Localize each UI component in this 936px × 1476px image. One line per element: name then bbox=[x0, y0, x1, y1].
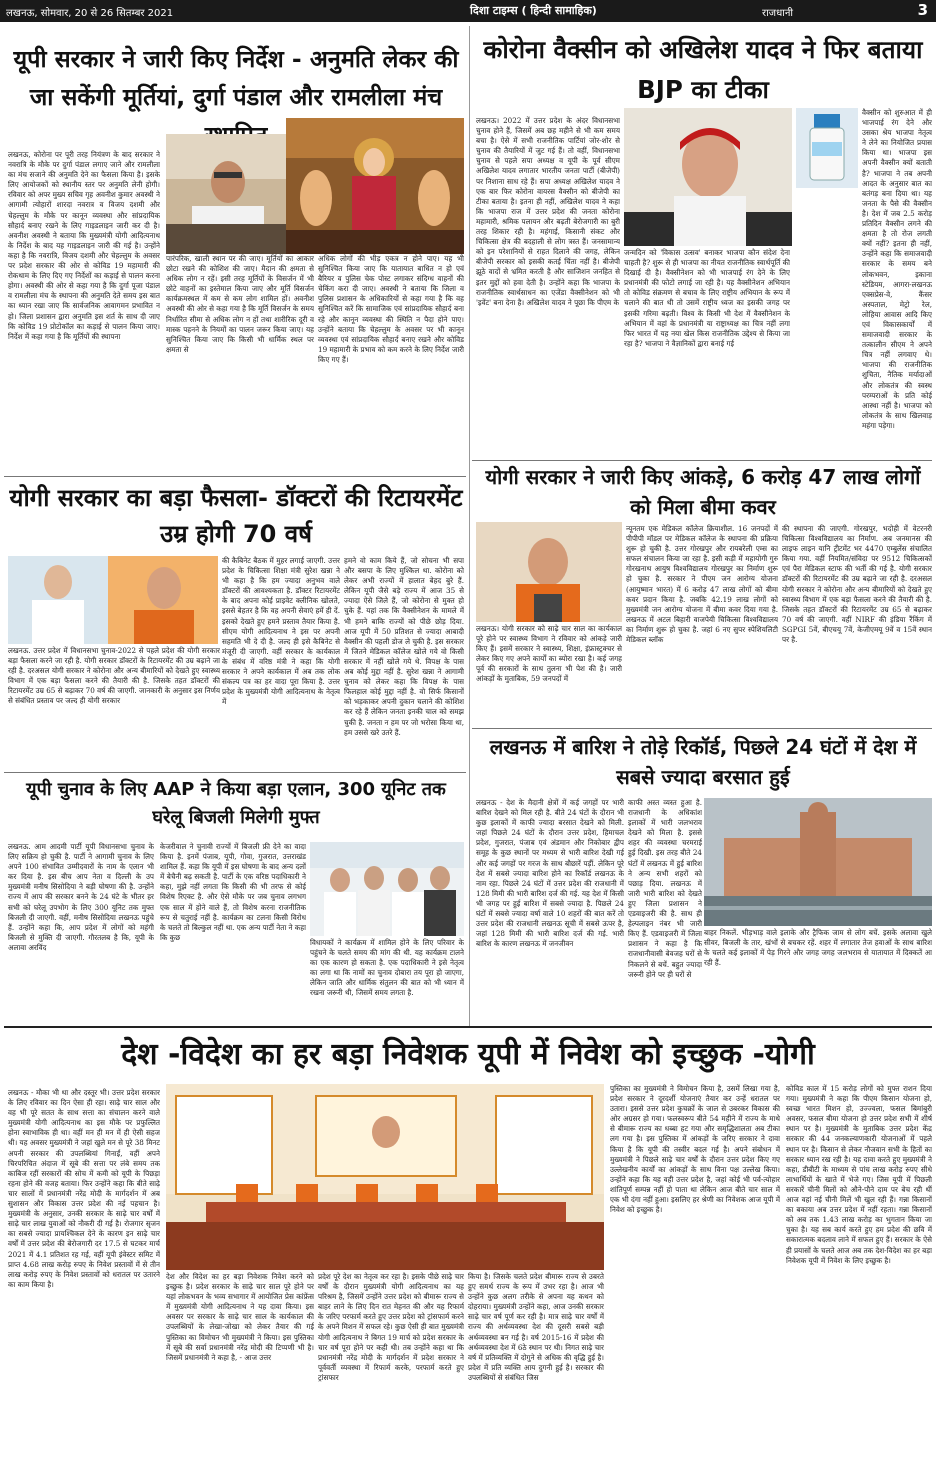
photo-rain-building-image bbox=[704, 798, 932, 926]
column-divider bbox=[469, 26, 470, 1026]
article-doctors-col2: की कैबिनेट बैठक में मुहर लगाई जाएगी. उत्तर प्रदेश के चिकित्सा शिक्षा मंत्री सुरेश खन्ना ने भी कहा है कि हम ज्यादा अनुभव वाले डॉक्टरों की आवश्यकता है. डॉक्टर रिटायरमेंट के बाद अपना कोई प्राइवेट क्लीनिक खोलते, इससे बेहतर है कि वह अपनी सेवाएं हमें ही दें. इसको देखते हुए हमने प्रस्ताव तैयार किया है. सीएम योगी आदित्यनाथ ने इस पर अपनी सहमति भी दे दी है. जल्द ही इसे कैबिनेट से मंजूरी दी जाएगी. वहीं सरकार के कार्यकाल के संबंध में वरिष्ठ मंत्री ने कहा कि योगी सरकार ने अपने कार्यकाल में अब तक लोक संकल्प पत्र का हर वादा पूरा किया है. उत्तर प्रदेश के मुख्यमंत्री योगी आदित्यनाथ के नेतृत्व में bbox=[222, 556, 340, 707]
article-invest-col2: देश और विदेश का हर बड़ा निवेशक निवेश करने को इच्छुक है। प्रदेश सरकार के साढ़े चार साल पूरे होने पर यहां लोकभवन के भव्य सभागार में आयोजित प्रेस कांफ्रेंस में मुख्यमंत्री योगी आदित्यनाथ ने यह दावा किया। इस अवसर पर सरकार के साढ़े चार साल के कार्यकाल की उपलब्धियों के लेखा-जोखा को लेकर तैयार की गई पुस्तिका का विमोचन भी मुख्यमंत्री ने किया। इस पुस्तिका में सूबे की सर्वा प्रधानमंत्री नरेंद्र मोदी की टिप्पणी भी है। जिसमें प्रधानमंत्री ने कहा है, - आज उत्तर bbox=[166, 1272, 314, 1362]
photo-doctor-and-yogi bbox=[8, 556, 218, 644]
photo-aap-leaders bbox=[310, 842, 464, 936]
article-aap-col1: लखनऊ. आम आदमी पार्टी यूपी विधानसभा चुनाव के लिए सक्रिय हो चुकी है. पार्टी ने आगामी चुनाव के लिए अपने 100 संभावित उम्मीदवारों के नाम के एलान भी कर दिया है. इस बीच आप नेता व दिल्ली के उप मुख्यमंत्री मनीष सिसोदिया ने बड़ी घोषणा की है. उन्होंने राज्य में आप की सरकार बनने के 24 घंटे के भीतर हर सभी को घरेलू उपभोग के लिए 300 यूनिट तक मुफ्त बिजली दी जाएगी. वहीं, मनीष सिसोदिया लखनऊ पहुंचे हैं. उन्होंने कहा कि, आप प्रदेश में लोगों को महंगी बिजली से मुक्ति दी जाएगी. गौरतलब है कि, यूपी के अलावा अरविंद bbox=[8, 842, 154, 952]
photo-vaccine-vial-image bbox=[796, 108, 858, 188]
headline-akhilesh-vaccine: कोरोना वैक्सीन को अखिलेश यादव ने फिर बताया BJP का टीका bbox=[483, 35, 923, 104]
article-durga-col3: अधिक लोगों की भीड़ एकत्र न होने पाए। यह भी सुनिश्चित किया जाए कि यातायात बाधित न हो एवं बैरियर व पुलिस चेक पोस्ट लगाकर संदिग्ध वाहनों की चेकिंग करा दी जाए। अवस्थी ने बताया कि जिला व पुलिस प्रशासन के अधिकारियों से कहा गया है कि वह सुनिश्चित करें कि सामाजिक एवं सांप्रदायिक सौहार्द बना रहे और कानून व्यवस्था की स्थिति न पैदा होने पाए। उन्होंने बताया कि चेहल्लुम के अवसर पर भी कानून व्यवस्था एवं सांप्रदायिक सौहार्द बनाए रखने और कोविड 19 महामारी के प्रभाव को कम करने के लिए निर्देश जारी किए गए हैं। bbox=[318, 254, 464, 364]
article-aap-col2: केजरीवाल ने चुनावी राज्यों में बिजली फ्री देने का वादा किया है. इनमें पंजाब, यूपी, गोवा, गुजरात, उत्तराखंड शामिल हैं. कहा कि यूपी में इस घोषणा के बाद अन्य दलों में बेचैनी बढ़ सकती है. पार्टी के एक वरिष्ठ पदाधिकारी ने कहा, मुझे नहीं लगता कि किसी की भी तरफ से कोई विशेष रिएक्ट है. और ऐसे मौके पर जब चुनाव लगभग एक साल में होने वाले हैं, तो विशेष करना राजनीतिक रूप से चतुराई नहीं है. कार्यक्रम का टलना किसी विरोध के चलते तो बिल्कुल नहीं था. एक अन्य पार्टी नेता ने कहा कि कुछ bbox=[160, 842, 306, 942]
article-invest-col5: पुस्तिका का मुख्यमंत्री ने विमोचन किया है, उसमें लिखा गया है, प्रदेश सरकार ने दूरदर्शी योजनाएं तैयार कर उन्हें धरातल पर उतारा। इससे उत्तर प्रदेश कुचक्रों के जाल से उबरकर विकास की ओर अग्रसर हो गया। फलस्वरूप बीते 54 महीने में राज्य के माथे से बीमारू राज्य का धब्बा हट गया और समृद्धिशालता अब टीका लग गया है। इस पुस्तिका में आंकड़ों के जरिए सरकार ने दावा किया है कि यूपी की तस्वीर बदल गई है। अपने संबोधन में मुख्यमंत्री ने पिछले साढ़े चार वर्षों के दौरान उत्तर प्रदेश किए गए उल्लेखनीय कार्यों का आंकड़ों के साथ विना पक्ष उल्लेख किया। उन्होंने कहा कि यह वही उत्तर प्रदेश है, जहां कोई भी पर्व-त्योहार शांतिपूर्ण सम्पन्न नहीं हो पाता था लेकिन आज बीते चार साल में एक भी दंगा नहीं हुआ। इसलिए हर श्रेणी का निवेशक आज यूपी में निवेश को इच्छुक है। bbox=[610, 1084, 780, 1215]
article-doctors-col3: हमने वो काम किये हैं, जो सोचना भी सपा और बसपा के लिए मुश्किल था. कोरोना को लेकर अभी राज्यों में हालात बेहद बुरे हैं. लेकिन यूपी जैसे बड़े राज्य में आज 35 से ज्यादा ऐसे जिले हैं, जो कोरोना से मुक्त हो चुके हैं. यहां तक कि वैक्सीनेशन के मामले में भी हमने बाकि राज्यों को पीछे छोड़ दिया. आज यूपी में 50 प्रतिशत से ज्यादा आबादी वैक्सीन की पहली डोज ले चुकी है. इस सरकार में जितने मेडिकल कॉलेज खोले गये वो किसी सरकार में नहीं खोले गये थे. विपक्ष के पास अब कोई मुद्दा नहीं है. सुरेश खन्ना ने आगामी चुनाव को लेकर कहा कि विपक्ष के पास फिलहाल कोई मुद्दा नहीं है. वो सिर्फ किसानों को भड़काकर अपनी दुकान चलाने की कोशिश कर रहे हैं लेकिन जनता इनकी चाल को समझ चुकी है. जनता न हम पर जो भरोसा किया था, हम उससे खरे उतरे हैं. bbox=[344, 556, 464, 737]
header-section: राजधानी bbox=[762, 8, 793, 19]
photo-press-conference-image bbox=[166, 1084, 604, 1270]
photo-durga-idol bbox=[286, 118, 464, 254]
headline-insurance-cover: योगी सरकार ने जारी किए आंकड़े, 6 करोड़ 47 लाख लोगों को मिला बीमा कवर bbox=[485, 465, 921, 519]
headline-investment: देश -विदेश का हर बड़ा निवेशक यूपी में निवेश को इच्छुक -योगी bbox=[121, 1037, 815, 1072]
article-rain-col2: काफी अस्त व्यस्त हुआ है. राजधानी के अधिकांश इलाकों में भारी जलभराव देखने को मिला है. इससे शहर की व्यवस्था चरमराई हुई दिखी. इस तरह बीते 24 घंटों में लखनऊ में हुई बारिश ने अन्य सभी शहरों को पछाड़ दिया. लखनऊ में जारी भारी बारिश को देखते हुए जिला प्रशासन ने एडवाइजरी की है. साथ ही हेल्पलाइन नंबर भी जारी किए हैं. एडवाइजरी में जिला प्रशासन ने कहा है कि राजधानीवासी बेवजह घरों से निकलने से बचें. बहुत ज्यादा जरूरी होने पर ही घरों से bbox=[628, 798, 702, 979]
headline-aap-electricity: यूपी चुनाव के लिए AAP ने किया बड़ा एलान, 300 यूनिट तक घरेलू बिजली मिलेगी मुफ्त bbox=[26, 779, 446, 828]
section-divider bbox=[472, 728, 932, 729]
headline-doctors-retirement: योगी सरकार का बड़ा फैसला- डॉक्टरों की रिटायरमेंट उम्र होगी 70 वर्ष bbox=[9, 484, 463, 548]
article-doctors-col1: लखनऊ. उत्तर प्रदेश में विधानसभा चुनाव-2022 से पहले प्रदेश की योगी सरकार बड़ा फैसला करने जा रही है. योगी सरकार डॉक्टरों के रिटायरमेंट की उम्र बढ़ाने जा रही है. दरअसल योगी सरकार ने कोरोना और अन्य बीमारियों को देखते हुए स्वास्थ्य विभाग में एक बड़ा फैसला करने की तैयारी की है. जिसके तहत डॉक्टरों की रिटायरमेंट उम्र 65 से बढ़ाकर 70 वर्ष की जाएगी. जानकारी के अनुसार इस निर्णय से संबंधित प्रस्ताव पर जल्द ही योगी सरकार bbox=[8, 646, 220, 706]
article-akhilesh-col2: जन्मदिन को 'विकास उत्सव' बनाकर भाजपा कौन संदेश देना चाहती है? शुरू से ही भाजपा का नीयत राजनीतिक स्वार्थपूर्ति की दिखाई दी है। वैक्सीनेशन को भी भाजपाई रंग देने के लिए प्रधानमंत्री की फोटो लगाई जा रही है। यह वैक्सीनेशन अभियान तो कोविड संक्रमण से बचाव के लिए राष्ट्रीय अभियान के रूप में चलाने की बात थी तो उसमें राष्ट्रीय ध्वज का इसकी जगह पर इसकी गरिमा बढ़ती। विश्व के किसी भी देश में वैक्सीनेशन के अभियान में वहां के प्रधानमंत्री या राष्ट्राध्यक्ष का चित्र नहीं लगा फिर भारत में यह नया खेल किस राजनीतिक उद्देश्य से किया जा रहा है? भाजपा ने वैज्ञानिकों द्वारा बनाई गई bbox=[624, 248, 790, 348]
section-divider bbox=[4, 476, 466, 477]
insurance-photo-caption: लखनऊ। योगी सरकार को साढ़े चार साल का कार्यकाल पूरे होने पर स्वास्थ्य विभाग ने रविवार को आंकड़े जारी किए हैं। इसमें सरकार ने स्वास्थ्य, शिक्षा, इंफ्रास्ट्रक्चर से लेकर किए गए अपने कार्यों का ब्योरा रखा है। कई जगह पूर्व की सरकारों के साथ तुलना भी पेश की है। जारी आंकड़ों के मुताबिक, 59 जनपदों में bbox=[476, 624, 622, 683]
photo-yogi-speaking-image bbox=[476, 522, 622, 622]
section-divider bbox=[472, 460, 932, 461]
article-insurance-col2: की स्थापना की जाएगी. गोरखपुर, भदोही में वेटरनरी चिकित्सा विश्वविद्यालय का निर्माण. अब जनमानस की लाइफ लाइन यानि ट्रीटमेंट भर 4470 एम्बुलेंस संचालित किया गया. वहीं नियमित/संविदा पर 9512 चिकित्सकों एवं पैरा मेडिकल स्टाफ की भर्ती की गई है. योगी सरकार डॉक्टरों की रिटायरमेंट की उम्र बढ़ाने जा रही है. दरअसल योगी सरकार ने कोरोना और अन्य बीमारियों को देखते हुए स्वास्थ्य विभाग में एक बड़ा फैसला करने की तैयारी की है. जिसके तहत डॉक्टरों की रिटायरमेंट उम्र 65 से बढ़ाकर 70 वर्ष की जाएगी. वहीं NIRF की इंडिया रैंकिंग में SGPGI 5वें, बीएचयू 7वें, केजीएमयू 9वें व 15वें स्थान पर है. bbox=[782, 524, 932, 645]
article-durga-col1: लखनऊ, कोरोना पर पूरी तरह नियंत्रण के बाद सरकार ने नवरात्रि के मौके पर दुर्गा पंडाल लगाए जाने और रामलीला का मंच सजाने की अनुमति देने का फैसला किया है। इसके लिए आयोजकों को स्थानीय स्तर पर अनुमति लेनी होगी। रविवार को अपर मुख्य सचिव गृह अवनीश कुमार अवस्थी ने आगामी त्योहारों शारदा नवरात्र व विजय दशमी और चेहल्लुम के मौके पर कानून व्यवस्था और सांप्रदायिक सौहार्द बनाए रखने के लिए गाइडलाइन जारी कर दी है। अवनीश अवस्थी ने बताया कि मुख्यमंत्री योगी आदित्यनाथ के निर्देश के बाद यह गाइडलाइन जारी की गई है। उन्होंने कहा है कि नवरात्रि, विजय दशमी और चेहल्लुम के अवसर पर प्रदेश सरकार की ओर से कोविड 19 महामारी की रोकथाम के लिए दिए गए निर्देशों का कड़ाई से पालन करना होगा। अवस्थी की ओर से कहा गया है कि दुर्गा पूजा पंडाल व रामलीला मंच के स्थापना की अनुमति देते समय इस बात का ध्यान रखा जाए कि सार्वजनिक आवागमन प्रभावित न हो। जिला प्रशासन द्वारा अनुमति इस शर्त के साथ दी जाए कि कोविड 19 प्रोटोकॉल का कड़ाई से पालन किया जाए। निर्देश में कहा गया है कि मूर्तियों की स्थापना bbox=[8, 150, 160, 341]
section-divider bbox=[4, 1026, 932, 1028]
article-invest-col3: प्रदेश पूरे देश का नेतृत्व कर रहा है। इसके पीछे साढ़े चार वर्षों के दौरान मुख्यमंत्री योगी आदित्यनाथ का यह परिश्रम है, जिसमें उन्होंने उत्तर प्रदेश को बीमारू राज्य से बाहर लाने के लिए दिन रात मेहनत की और यह रिफार्म के जरिए परफार्म करते हुए उत्तर प्रदेश को ट्रांसफार्म करने के अपने मिशन में सफल रहे। कुछ ऐसी ही बात मुख्यमंत्री योगी आदित्यनाथ ने बिगत 19 मार्च को प्रदेश सरकार के चार वर्ष पूरा होने पर कही थी। तब उन्होंने कहा था कि प्रधानमंत्री नरेंद्र मोदी के मार्गदर्शन में प्रदेश सरकार ने पूर्ववर्ती व्यवस्था में रिफार्म करके, परफार्म करते हुए ट्रांसफार bbox=[318, 1272, 464, 1382]
header-date: लखनऊ, सोमवार, 20 से 26 सितम्बर 2021 bbox=[6, 8, 174, 19]
article-invest-col1: लखनऊ - मौका भी था और दस्तूर भी। उत्तर प्रदेश सरकार के लिए रविवार का दिन ऐसा ही रहा। साढ़े चार साल और वह भी पूरे सतत के साथ सत्ता का संचालन करने वाले मुख्यमंत्री योगी आदित्यनाथ का इस मौके पर प्रफुल्लित होना स्वाभाविक ही था। वहीं मन ही मन में ही ऐसी सहज थी। यह अवसर मुख्यमंत्री ने जहां खुले मन से पूरे 38 मिनट अपनी सरकार की उपलब्धियां गिनाईं, वहीं अपने चिरपरिचित अंदाज में सूबे की सत्ता पर लंबे समय तक काबिज रहीं सरकारों की सोच में कमी को यूपी के पिछड़ा रहना होने की वजह बताया। फिर उन्होंने कहा कि बीते साढ़े चार सालों में प्रधानमंत्री नरेंद्र मोदी के मार्गदर्शन में अब सुशासन और विकास उत्तर प्रदेश की नई पहचान है। मुख्यमंत्री के अनुसार, उनकी सरकार के साढ़े चार वर्षों में साढ़े चार लाख युवाओं को नौकरी दी गई है। रोजगार सृजन का सबसे ज्यादा प्रायश्चिकल देने के कारण इन साढ़े चार वर्षों में उत्तर प्रदेश की बेरोजगारी दर 17.5 से घटकर मार्च 2021 में 4.1 प्रतिशत रह गई, वहीं यूपी इंवेस्टर समिट में प्राप्त 4.68 लाख करोड़ रुपए के निवेश प्रस्तावों में से तीन लाख करोड़ रुपए के निवेश प्रस्तावों को धरातल पर उतारने का काम किया है। bbox=[8, 1088, 160, 1289]
photo-officer bbox=[166, 134, 286, 254]
photo-rain-building bbox=[704, 798, 932, 926]
article-invest-col4: किया है। जिसके चलते प्रदेश बीमारू राज्य से उबरते हुए समर्थ राज्य के रूप में उभर रहा है। आज भी उन्होंने कुछ अलग तरीके से अपना यह कथन को दोहराया। मुख्यमंत्री उन्होंने कहा, आज उनकी सरकार साढ़े चार वर्ष पूर्ण कर रही है। मात्र साढ़े चार वर्षों में राज्य की अर्थव्यवस्था देश की दूसरी सबसे बड़ी अर्थव्यवस्था बन गई है। वर्ष 2015-16 में प्रदेश की अर्थव्यवस्था देश में 6ठे स्थान पर थी। निगत साढ़े चार वर्ष में प्रतिव्यक्ति में दोगुने से अधिक की वृद्धि हुई है। प्रदेश में प्रति व्यक्ति आय दुगनी हुई है। सरकार की उपलब्धियों से संबंधित जिस bbox=[468, 1272, 604, 1382]
article-akhilesh-col1: लखनऊ। 2022 में उत्तर प्रदेश के अंदर विधानसभा चुनाव होने हैं, जिसमें अब छह महीने से भी कम समय बचा है। ऐसे में सभी राजनीतिक पार्टियां जोर-शोर से चुनाव की तैयारियों में जुट गई हैं। तो वहीं, विधानसभा चुनाव से पहले सपा अध्यक्ष व यूपी के पूर्व सीएम अखिलेश यादव लगातार भारतीय जनता पार्टी (बीजेपी) पर निशाना साध रहे हैं। सपा अध्यक्ष अखिलेश यादव ने एक बार फिर कोरोना वायरस वैक्सीन को बीजेपी का टीका बताया है। इतना ही नहीं, अखिलेश यादव ने कहा कि भाजपा राज में उत्तर प्रदेश की जनता कोरोना महामारी, श्रमिक पलायन और बढ़ती बेरोजगारी का बुरी तरह शिकार रही है। महंगाई, किसानी संकट और चिकित्सा क्षेत्र की बदहाली से लोग त्रस्त हैं। जनसामान्य को इन परेशानियों से राहत दिलाने की जगह, लेकिन बीजेपी सरकार को इसकी कतई चिंता नहीं है। बीजेपी झूठे वादों से भ्रमित करती है और साजिशन जनहित से इतर मुद्दों को हवा देती है। उन्होंने कहा कि भाजपा के राजनीतिक स्वार्थसाधन का एजेंडा वैक्सीनेशन को भी 'इवेंट' बना देना है। अखिलेश यादव ने पूछा कि पीएम के bbox=[476, 116, 620, 307]
article-akhilesh-col3: वैक्सीन को शुरुआत में ही भाजपाई रंग देने और उसका श्रेय भाजपा नेतृत्व ने लेने का नियोजित प्रयास किया था। भाजपा इस अपनी वैक्सीन क्यों बताती है? भाजपा ने तब अपनी आदत के अनुसार बात का बतंगड़ बना दिया था। यह जनता के पैसे की वैक्सीन है। देश में जब 2.5 करोड़ प्रतिदिन वैक्सीन लगने की क्षमता है तो रोज लगती क्यों नहीं? इतना ही नहीं, उन्होंने कहा कि समाजवादी सरकार के समय बने लोकभवन, इकाना स्टेडियम, आगरा-लखनऊ एक्सप्रेस-वे, कैंसर अस्पताल, मेट्रो रेल, लोहिया आवास आदि किए एवं विकासकार्यों में समाजवादी सरकार के तत्कालीन सीएम ने अपने चित्र नहीं लगवाए थे। भाजपा की राजनीतिक शुचिता, नैतिक मर्यादाओं और लोकतंत्र की स्वस्थ परम्पराओं के प्रति कोई आस्था नहीं है। भाजपा को लोकतंत्र के साथ खिलवाड़ महंगा पड़ेगा। bbox=[862, 108, 932, 430]
photo-vaccine-vial bbox=[796, 108, 858, 188]
photo-doctor-and-yogi-image bbox=[8, 556, 218, 644]
photo-press-conference bbox=[166, 1084, 604, 1270]
photo-yogi-speaking bbox=[476, 522, 622, 622]
page-header bbox=[0, 0, 936, 22]
headline-lucknow-rain: लखनऊ में बारिश ने तोड़े रिकॉर्ड, पिछले 24 घंटों में देश में सबसे ज्यादा बरसात हुई bbox=[489, 735, 917, 789]
photo-akhilesh-image bbox=[624, 108, 792, 246]
photo-officer-image bbox=[166, 134, 286, 254]
header-masthead: दिशा टाइम्स ( हिन्दी सामाहिक) bbox=[470, 4, 597, 17]
headline-durga-pandal: यूपी सरकार ने जारी किए निर्देश - अनुमति लेकर की जा सकेंगी मूर्तियां, दुर्गा पंडाल और रामलीला मंच bbox=[13, 45, 459, 111]
photo-akhilesh bbox=[624, 108, 792, 246]
section-divider bbox=[4, 772, 466, 773]
article-rain-col1: लखनऊ - देश के मैदानी क्षेत्रों में कई जगहों पर भारी बारिश देखने को मिल रही है. बीते 24 घंटों के दौरान भी कुछ इलाकों में काफी ज्यादा बरसात देखने को मिली. जहां पिछले 24 घंटों के दौरान उत्तर प्रदेश, हिमाचल प्रदेश, गुजरात, पंजाब एवं अंडमान और निकोबार द्वीप समूह के कुछ स्थानों पर मध्यम से भारी बारिश देखी गई और कई जगहों पर गरज के साथ बौछारें पड़ीं. लेकिन पूरे देश में सबसे ज्यादा बारिश होने का रिकॉर्ड लखनऊ के नाम रहा. पिछले 24 घंटों में उत्तर प्रदेश की राजधानी में 128 मिमी की भारी बारिश दर्ज की गई. यह देश में किसी भी जगह पर हुई बारिश में सबसे ज्यादा है. पिछले 24 घंटों में सबसे ज्यादा वर्षा वाले 10 शहरों की बात करें तो उत्तर प्रदेश की राजधानी लखनऊ सूची में सबसे ऊपर है, जहां 128 मिमी की भारी बारिश दर्ज की गई. भारी बारिश के कारण लखनऊ में जनजीवन bbox=[476, 798, 624, 949]
article-rain-col3: बाहर निकलें. भीड़भाड़ वाले इलाके और ट्रैफिक जाम से लोग बचें. इसके अलावा खुले सीवर, बिजली के तार, खंभों से बचकर रहें. शहर में लगातार तेज हवाओं के साथ बारिश के चलते कई इलाकों में पेड़ गिरने और जगह जगह जलभराव से यातायात में दिक्कतें आ रही हैं. bbox=[704, 928, 932, 968]
article-aap-col3: विधायकों ने कार्यक्रम में शामिल होने के लिए परिवार के पहुंचने के चलते समय की मांग की थी. यह कार्यक्रम टालने का एक कारण हो सकता है. एक पदाधिकारी ने इसे नेतृत्व का लगा था कि नामों का चुनाव दोबारा तय पूरा हो जाएगा, लेकिन जाति और धार्मिक संतुलन की बात को भी ध्यान में रखना जरूरी थी, जिसमें समय लगता है. bbox=[310, 938, 464, 998]
photo-durga-idol-image bbox=[286, 118, 464, 254]
article-invest-col6: कोविड काल में 15 करोड़ लोगों को मुफ्त राशन दिया गया। मुख्यमंत्री ने कहा कि पीएम किसान योजना हो, स्वच्छ भारत मिशन हो, उज्ज्वला, फसल बिमांबुरी अवसर, फसल बीमा योजना हो उत्तर प्रदेश सभी में शीर्ष स्थान पर है। मुख्यमंत्री के मुताबिक उत्तर प्रदेश केंद्र सरकार की 44 जनकल्याणकारी योजनाओं में पहले स्थान पर है। किसान से लेकर नौजवान सभी के हितों का सरकार ध्यान रख रही है। यह दावा करते हुए मुख्यमंत्री ने कहा, डीबीटी के माध्यम से पांच लाख करोड़ रुपए सीधे लाभार्थियों के खाते में भेजे गए। जिस यूपी में पिछली सरकारें चीनी मिलों को औने-पौने दाम पर बेच रही थीं आज वहां नई चीनी मिलें भी खुल रही हैं। गन्ना किसानों का बकाया अब उत्तर प्रदेश में नहीं रहता। गन्ना किसानों को अब तक 1.43 लाख करोड़ का भुगतान किया जा चुका है। यह सब कार्य करते हुए हम प्रदेश की छवि में सकारात्मक बदलाव लाने में सफल हुए हैं। सरकार के ऐसे ही प्रयासों के चलते आज अब तक देश-विदेश का हर बड़ा निवेशक यूपी में निवेश के लिए इच्छुक है। bbox=[786, 1084, 932, 1265]
article-durga-col2: पारंपरिक, खाली स्थान पर की जाए। मूर्तियों का आकार छोटा रखने की कोशिश की जाए। मैदान की क्षमता से अधिक लोग न रहें। इसी तरह मूर्तियों के विसर्जन में भी छोटे वाहनों का इस्तेमाल किया जाए और मूर्ति विसर्जन कार्यक्रमस्थल में कम से कम लोग शामिल हों। अवनीश अवस्थी की ओर से कहा गया है कि मूर्ति विसर्जन के समय निर्धारित सीमा से अधिक लोग न हों तथा शारीरिक दूरी व मास्क पहनने के नियमों का पालन जरूर किया जाए। यह सुनिश्चित किया जाए कि किसी भी धार्मिक स्थल पर क्षमता से bbox=[166, 254, 314, 354]
article-insurance-col1: न्यूनतम एक मेडिकल कॉलेज क्रियाशील. 16 जनपदों में पीपीपी मॉडल पर मेडिकल कॉलेज के स्थापना की प्रक्रिया शुरू हो चुकी है. उत्तर गोरखपुर और रायबरेली एम्स का सफल संचालन किया जा रहा है. इसी कड़ी में महायोगी गुरु गोरखनाथ आयुष विश्वविद्यालय गोरखपुर का निर्माण शुरू हो चुका है. सरकार ने पीएम जन आरोग्य योजना (आयुष्मान भारत) में 6 करोड़ 47 लाख लोगों को बीमा कवर प्रदान किया है. जबकि 42.19 लाख लोगों को मुख्यमंत्री जन आरोग्य योजना में बीमा कवर दिया गया है. लखनऊ में अटल बिहारी वाजपेयी चिकित्सा विश्वविद्यालय का निर्माण शुरू हो चुका है. जहां 6 नए सुपर स्पेशियलिटी मेडिकल ब्लॉक bbox=[626, 524, 778, 645]
photo-aap-leaders-image bbox=[310, 842, 464, 936]
page-number: 3 bbox=[917, 1, 928, 19]
